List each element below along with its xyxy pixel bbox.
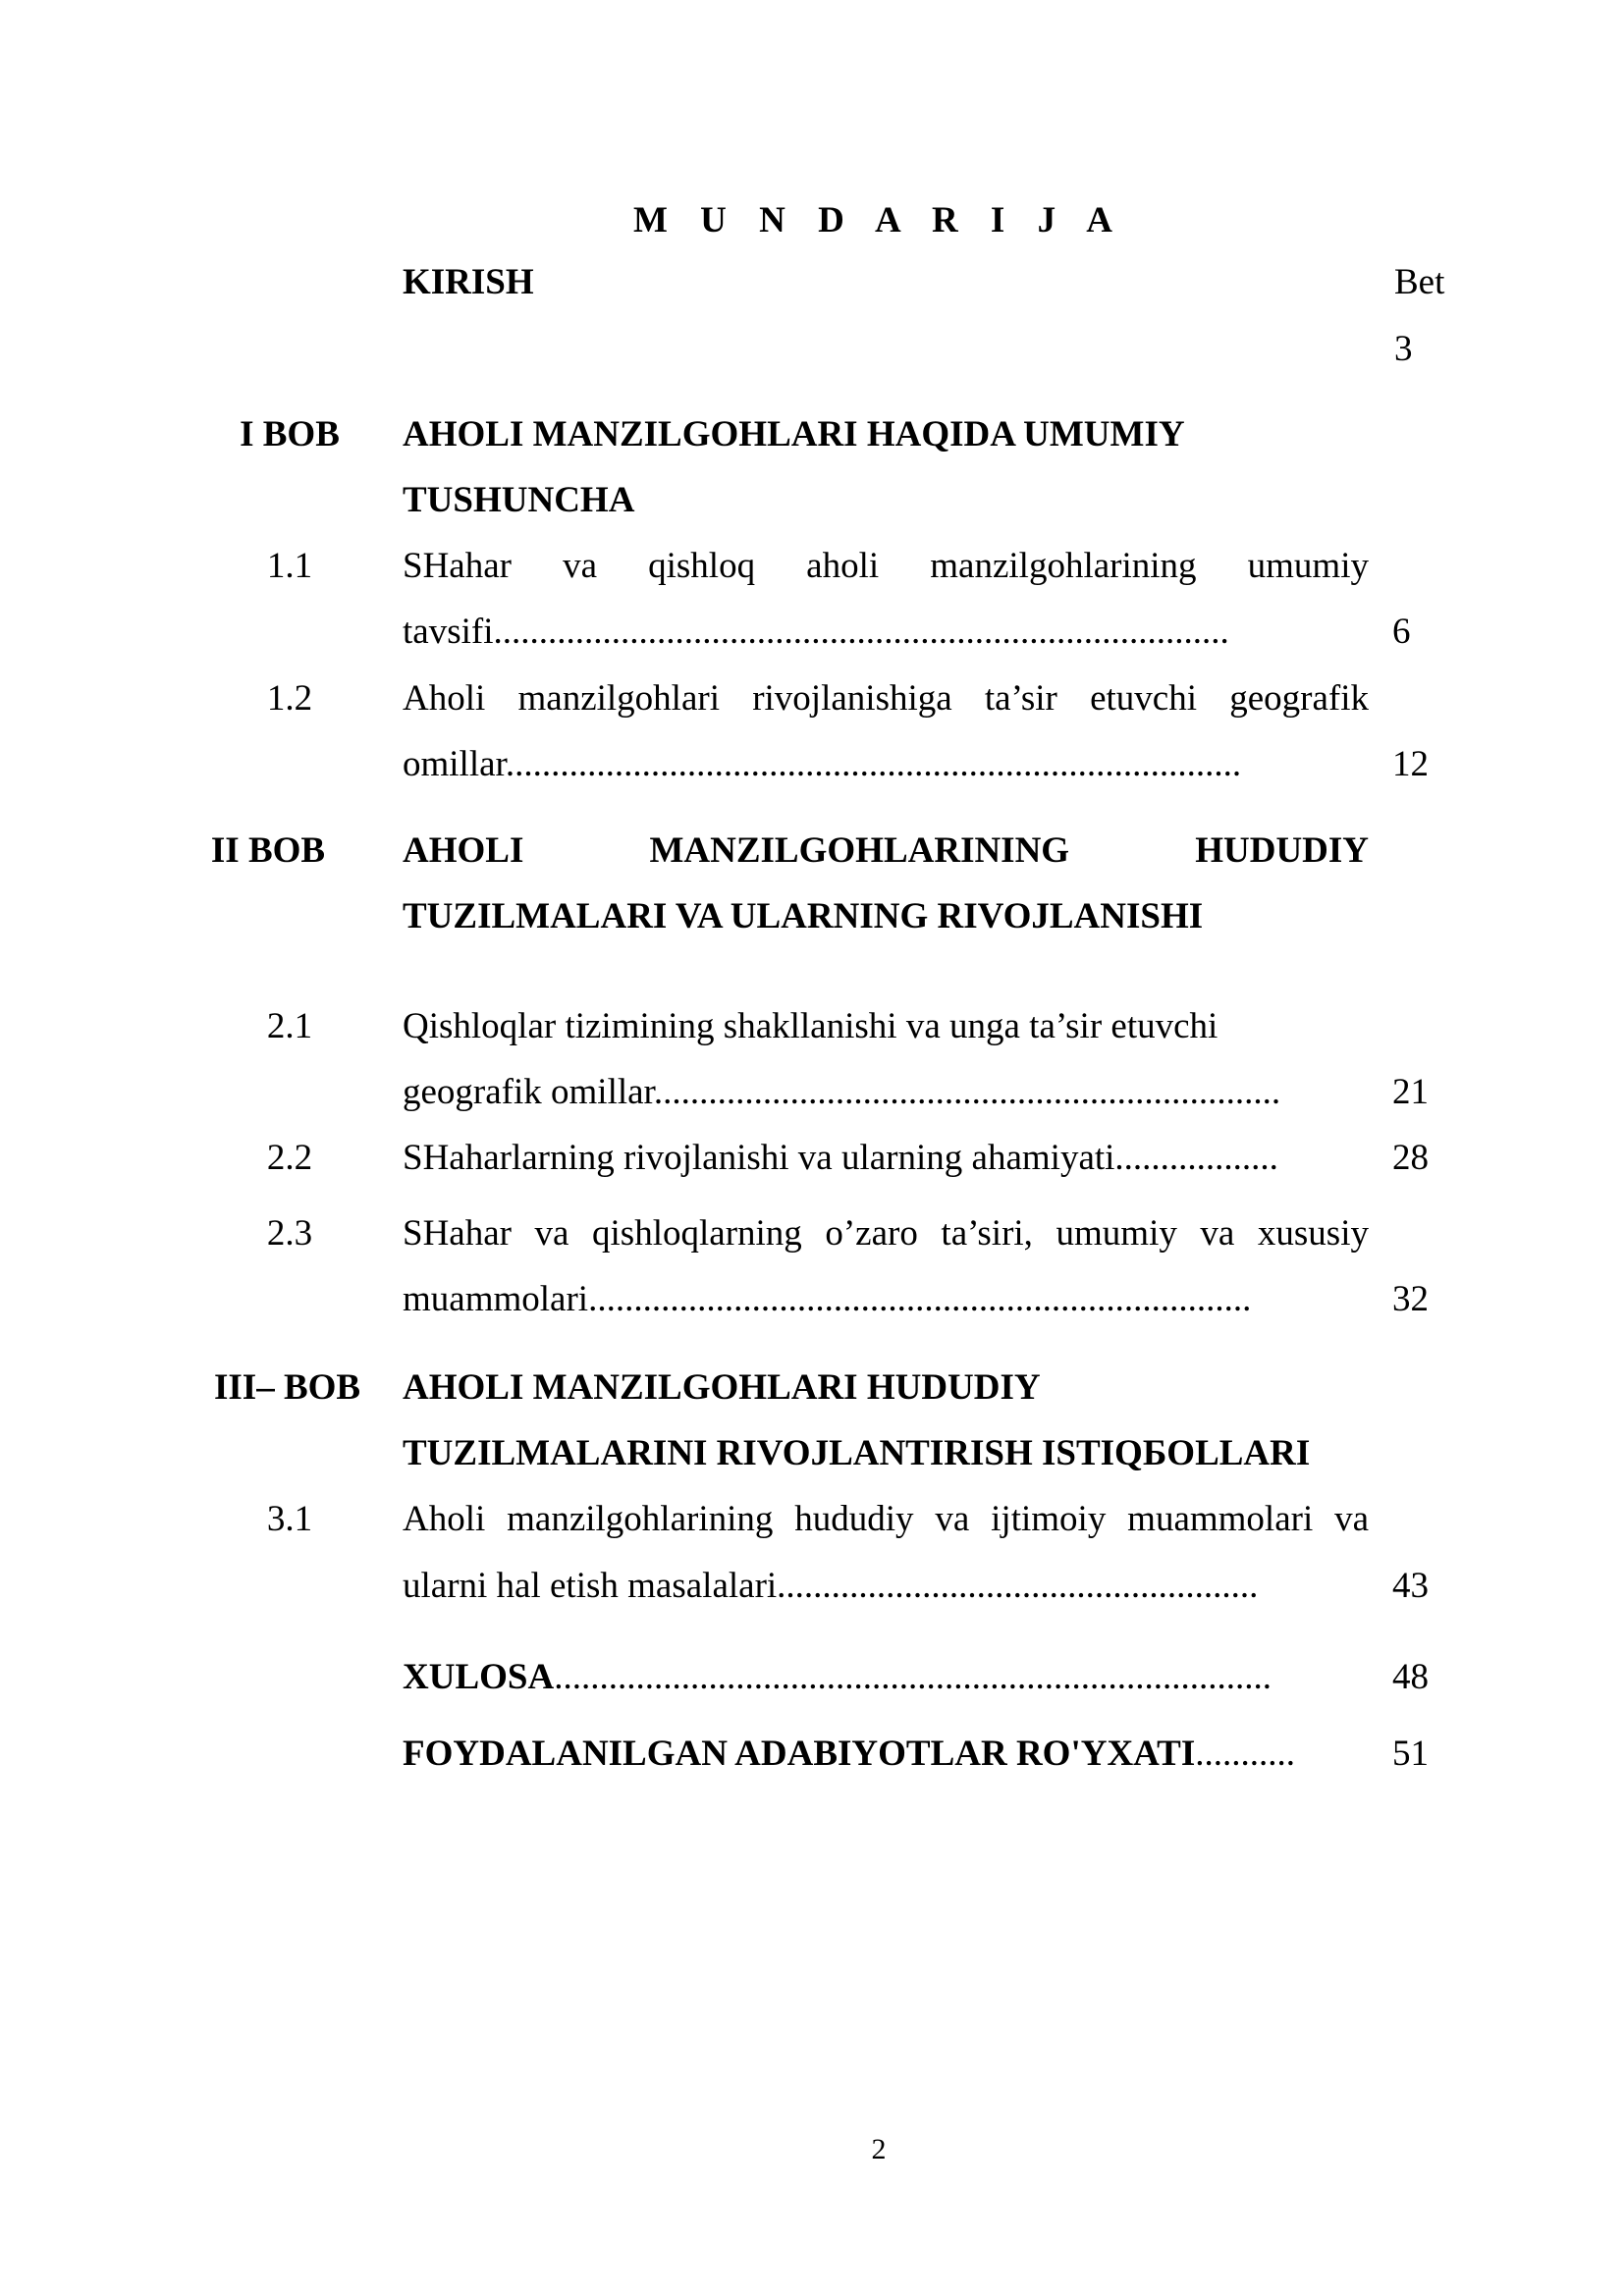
chapter-3-title-line1: AHOLI MANZILGOHLARI HUDUDIY [403,1367,1041,1408]
section-2-3-line2: muammolari......................................................................... [403,1279,1252,1319]
chapter-1-title-line1: AHOLI MANZILGOHLARI HAQIDA UMUMIY [403,414,1185,454]
section-3-1-page: 43 [1392,1566,1429,1606]
page-number: 2 [871,2133,887,2165]
kirish-page: 3 [1394,329,1413,369]
section-3-1-line2: ularni hal etish masalalari..................................................... [403,1566,1259,1606]
chapter-2-title-line2: TUZILMALARI VA ULARNING RIVOJLANISHI [403,896,1204,936]
section-1-1-page: 6 [1392,612,1411,652]
chapter-3-title-line2: TUZILMALARINI RIVOJLANTIRISH ISTIQБOLLARI [403,1433,1311,1473]
page-title: M U N D A R I J A [632,200,1125,240]
section-3-1-line1: Aholi manzilgohlarining hududiy va ijtimoiy muammolari va [403,1499,1369,1539]
adabiyotlar-page: 51 [1392,1734,1429,1774]
section-2-1-line2: geografik omillar..................................................................... [403,1072,1281,1112]
chapter-2-label: II BOB [210,830,326,871]
section-1-2-page: 12 [1392,744,1429,784]
adabiyotlar-title: FOYDALANILGAN ADABIYOTLAR RO'YXATI [403,1734,1196,1774]
section-2-1-line1: Qishloqlar tizimining shakllanishi va unga ta’sir etuvchi [403,1006,1218,1046]
xulosa-page: 48 [1392,1657,1429,1697]
chapter-1-title-line2: TUSHUNCHA [403,480,635,520]
section-1-1-line1: SHahar va qishloq aholi manzilgohlarining umumiy [403,546,1369,586]
section-1-1-number: 1.1 [266,546,313,586]
section-2-1-number: 2.1 [266,1006,313,1046]
section-2-3-line1: SHahar va qishloqlarning o’zaro ta’siri, umumiy va xususiy [403,1213,1369,1254]
section-2-2-page: 28 [1392,1138,1429,1178]
section-1-1-line2: tavsifi................................................................................. [403,612,1229,652]
adabiyotlar-dots: ........... [1195,1734,1295,1774]
kirish-title: KIRISH [403,262,534,302]
xulosa-dots: ............................................................................... [554,1657,1272,1697]
chapter-3-label: III– BOB [214,1367,361,1408]
section-2-3-number: 2.3 [266,1213,313,1254]
xulosa-entry [403,1656,1361,1699]
section-2-3-page: 32 [1392,1279,1429,1319]
section-1-2-line1: Aholi manzilgohlari rivojlanishiga ta’sir etuvchi geografik [403,678,1369,719]
bet-label: Bet [1394,262,1445,302]
section-1-2-line2: omillar................................................................................. [403,744,1242,784]
xulosa-title: XULOSA [403,1657,555,1697]
section-2-2-line1: SHaharlarning rivojlanishi va ularning ahamiyati.................. [403,1138,1278,1178]
chapter-2-title-line1: AHOLI MANZILGOHLARINING HUDUDIY [403,830,1369,871]
section-1-2-number: 1.2 [266,678,313,719]
section-3-1-number: 3.1 [266,1499,313,1539]
chapter-1-label: I BOB [240,414,340,454]
section-2-2-number: 2.2 [266,1138,313,1178]
adabiyotlar-entry [403,1733,1353,1776]
section-2-1-page: 21 [1392,1072,1429,1112]
